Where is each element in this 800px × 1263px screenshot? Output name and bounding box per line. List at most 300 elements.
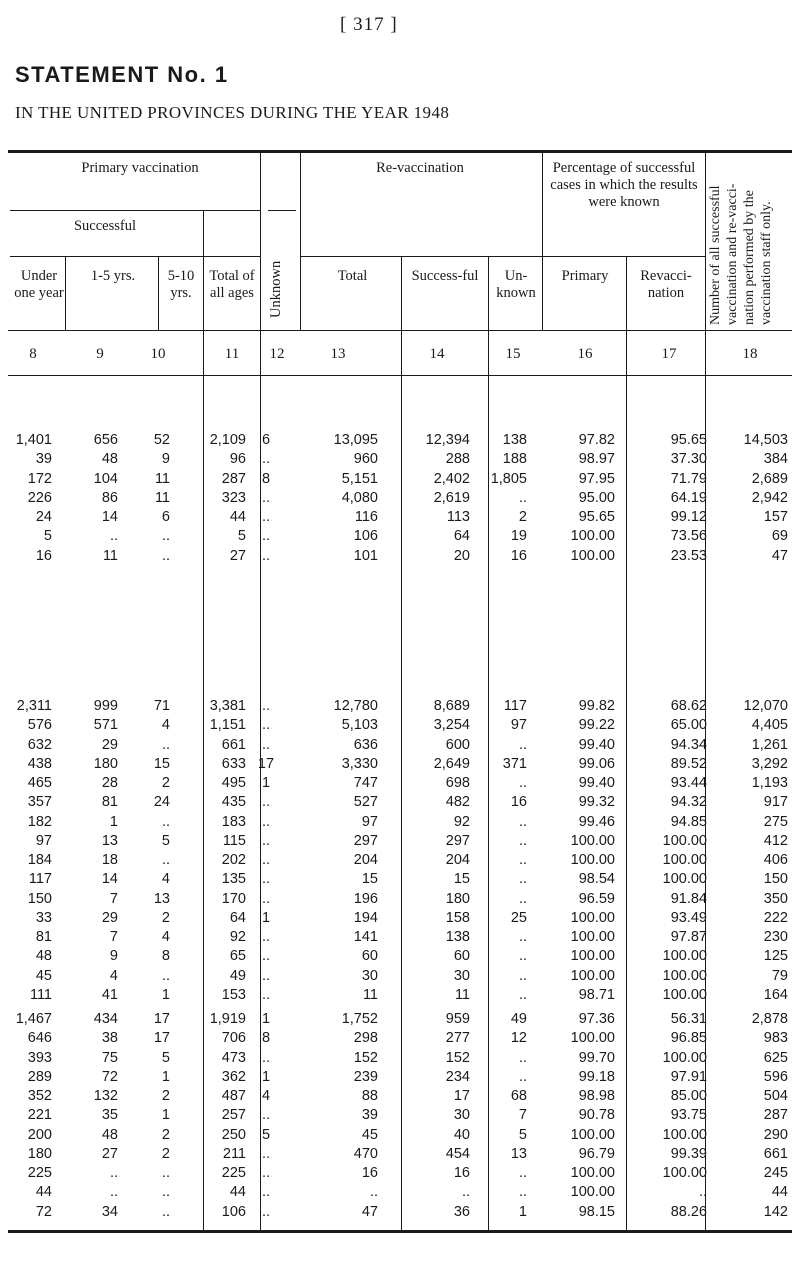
table-cell: 164 <box>763 986 788 1003</box>
table-cell: .. <box>161 852 170 868</box>
table-cell: 4 <box>161 929 170 945</box>
table-cell: 65 <box>229 948 246 965</box>
table-cell: 152 <box>445 1049 470 1066</box>
table-cell: 15 <box>153 755 170 772</box>
table-cell: 138 <box>502 432 527 448</box>
table-cell: 352 <box>27 1088 52 1104</box>
table-cell: 3,292 <box>751 755 788 772</box>
table-cell: .. <box>261 528 271 545</box>
table-cell: 100.00 <box>570 1184 615 1201</box>
table-cell: 97.95 <box>578 470 615 487</box>
table-cell: 204 <box>445 852 470 868</box>
table-cell: 100.00 <box>662 948 707 965</box>
table-cell: 94.34 <box>670 736 707 753</box>
table-cell: 633 <box>221 755 246 772</box>
table-cell: 85.00 <box>670 1088 707 1104</box>
table-cell: 17 <box>257 755 275 772</box>
table-cell: 28 <box>101 775 118 791</box>
table-cell: .. <box>161 1184 170 1201</box>
age-5-10-header: 5-10 yrs. <box>167 268 195 301</box>
table-cell: 5 <box>237 528 246 545</box>
table-cell: 172 <box>27 470 52 487</box>
table-cell: 2,878 <box>751 1011 788 1027</box>
table-cell: 2 <box>518 509 527 525</box>
table-cell: 600 <box>445 736 470 753</box>
table-cell: 221 <box>27 1107 52 1124</box>
table-cell: 81 <box>101 794 118 811</box>
table-cell: .. <box>161 528 170 545</box>
table-cell: 39 <box>361 1107 378 1124</box>
table-cell: 183 <box>221 813 246 830</box>
table-cell: 454 <box>445 1145 470 1162</box>
table-cell: 100.00 <box>570 929 615 945</box>
table-cell: 4 <box>161 871 170 888</box>
table-cell: 64 <box>453 528 470 545</box>
column-number: 8 <box>29 346 37 362</box>
table-cell: 747 <box>353 775 378 791</box>
table-cell: 98.98 <box>578 1088 615 1104</box>
percentage-header: Percentage of successful cases in which the results were known <box>550 160 698 210</box>
table-cell: 14 <box>101 871 118 888</box>
table-cell: 100.00 <box>662 1165 707 1181</box>
table-cell: 960 <box>353 451 378 468</box>
table-cell: 100.00 <box>570 1030 615 1047</box>
table-cell: 150 <box>27 890 52 907</box>
table-cell: 632 <box>27 736 52 753</box>
table-cell: 180 <box>445 890 470 907</box>
table-cell: 8,689 <box>433 698 470 714</box>
table-cell: 68.62 <box>670 698 707 714</box>
table-cell: 115 <box>222 832 246 849</box>
table-cell: 90.78 <box>578 1107 615 1124</box>
column-number: 12 <box>269 346 285 362</box>
table-cell: 97.91 <box>670 1068 707 1085</box>
table-cell: .. <box>109 1165 118 1181</box>
percent-revaccination-header: Revacci-nation <box>640 268 692 301</box>
table-cell: .. <box>261 929 271 945</box>
table-cell: 41 <box>101 986 118 1003</box>
table-cell: 100.00 <box>570 948 615 965</box>
table-cell: 100.00 <box>662 986 707 1003</box>
table-cell: 49 <box>510 1011 527 1027</box>
table-cell: 96.79 <box>578 1145 615 1162</box>
column-number: 16 <box>577 346 593 362</box>
table-cell: 15 <box>361 871 378 888</box>
table-cell: .. <box>109 528 118 545</box>
table-cell: 45 <box>361 1126 378 1143</box>
table-cell: 5 <box>161 832 170 849</box>
table-cell: 36 <box>453 1203 470 1220</box>
table-cell: 135 <box>221 871 246 888</box>
vrule-8 <box>542 150 543 330</box>
table-cell: 11 <box>154 470 170 487</box>
table-cell: 99.40 <box>578 736 615 753</box>
revacc-total-header: Total <box>337 268 368 284</box>
table-cell: 1 <box>161 986 170 1003</box>
table-cell: 6 <box>261 432 271 448</box>
table-cell: 230 <box>763 929 788 945</box>
table-cell: 8 <box>161 948 170 965</box>
table-cell: .. <box>518 489 527 506</box>
unknown-top-rule <box>268 210 296 211</box>
table-cell: 24 <box>153 794 170 811</box>
table-cell: 98.15 <box>578 1203 615 1220</box>
table-cell: .. <box>518 852 527 868</box>
table-cell: 106 <box>353 528 378 545</box>
table-cell: .. <box>518 929 527 945</box>
table-cell: 4,405 <box>751 717 788 734</box>
table-cell: .. <box>518 736 527 753</box>
table-cell: 99.82 <box>578 698 615 714</box>
table-cell: 9 <box>109 948 118 965</box>
table-cell: 289 <box>27 1068 52 1085</box>
vrule-5 <box>300 150 301 330</box>
table-cell: .. <box>369 1184 378 1201</box>
table-cell: .. <box>261 1145 271 1162</box>
table-cell: 158 <box>445 909 470 926</box>
table-cell: 959 <box>445 1011 470 1027</box>
table-cell: 100.00 <box>570 547 615 564</box>
sub-header-rule <box>10 256 260 257</box>
table-cell: .. <box>261 1184 271 1201</box>
table-cell: 141 <box>353 929 378 945</box>
table-cell: 111 <box>29 986 52 1003</box>
table-cell: 5,103 <box>341 717 378 734</box>
successful-rule <box>10 210 260 211</box>
table-cell: 200 <box>27 1126 52 1143</box>
table-cell: 98.97 <box>578 451 615 468</box>
table-cell: 99.40 <box>578 775 615 791</box>
table-cell: 14,503 <box>743 432 788 448</box>
table-cell: 1,401 <box>15 432 52 448</box>
table-cell: 527 <box>353 794 378 811</box>
table-cell: 13 <box>101 832 118 849</box>
table-cell: 13,095 <box>333 432 378 448</box>
table-cell: 94.85 <box>670 813 707 830</box>
table-cell: 17 <box>453 1088 470 1104</box>
table-cell: 12,394 <box>425 432 470 448</box>
table-cell: 95.00 <box>578 489 615 506</box>
table-cell: 44 <box>35 1184 52 1201</box>
table-cell: 100.00 <box>570 909 615 926</box>
table-cell: 11 <box>102 547 118 564</box>
table-cell: 106 <box>221 1203 246 1220</box>
table-cell: 225 <box>27 1165 52 1181</box>
table-cell: 596 <box>763 1068 788 1085</box>
table-cell: 4 <box>109 967 118 984</box>
table-cell: 44 <box>229 509 246 525</box>
table-cell: 465 <box>27 775 52 791</box>
table-cell: 2 <box>161 1145 170 1162</box>
table-cell: 98.71 <box>578 986 615 1003</box>
table-cell: 504 <box>763 1088 788 1104</box>
table-cell: 16 <box>510 794 527 811</box>
table-cell: 97.82 <box>578 432 615 448</box>
table-cell: 438 <box>27 755 52 772</box>
column-number: 15 <box>505 346 521 362</box>
table-cell: 983 <box>763 1030 788 1047</box>
table-cell: 11 <box>154 489 170 506</box>
percent-primary-header: Primary <box>561 268 609 284</box>
table-cell: 35 <box>101 1107 118 1124</box>
page-number: [ 317 ] <box>340 14 398 35</box>
statement-title: STATEMENT No. 1 <box>15 62 229 87</box>
table-cell: 117 <box>28 871 52 888</box>
table-cell: 29 <box>101 909 118 926</box>
table-cell: 88 <box>361 1088 378 1104</box>
table-cell: 576 <box>27 717 52 734</box>
table-cell: 47 <box>361 1203 378 1220</box>
successful-header: Successful <box>73 218 136 234</box>
table-cell: 656 <box>93 432 118 448</box>
table-cell: 434 <box>93 1011 118 1027</box>
table-cell: 16 <box>510 547 527 564</box>
table-cell: 5,151 <box>341 470 378 487</box>
table-cell: .. <box>261 986 271 1003</box>
table-cell: 204 <box>353 852 378 868</box>
table-cell: 7 <box>109 890 118 907</box>
table-cell: 99.32 <box>578 794 615 811</box>
table-cell: 706 <box>221 1030 246 1047</box>
table-cell: 27 <box>229 547 246 564</box>
table-cell: 52 <box>153 432 170 448</box>
unknown-header: Unknown <box>268 260 284 318</box>
table-cell: 1 <box>261 1068 271 1085</box>
table-cell: .. <box>518 871 527 888</box>
table-cell: 180 <box>93 755 118 772</box>
table-cell: 100.00 <box>570 1126 615 1143</box>
table-cell: .. <box>261 871 271 888</box>
table-cell: 257 <box>221 1107 246 1124</box>
table-cell: 99.70 <box>578 1049 615 1066</box>
table-cell: .. <box>518 948 527 965</box>
table-cell: 97 <box>361 813 378 830</box>
table-cell: 64 <box>229 909 246 926</box>
table-cell: 95.65 <box>670 432 707 448</box>
table-cell: 384 <box>763 451 788 468</box>
table-cell: .. <box>261 794 271 811</box>
table-cell: 287 <box>221 470 246 487</box>
table-cell: 68 <box>510 1088 527 1104</box>
table-cell: 917 <box>763 794 788 811</box>
table-cell: .. <box>261 547 271 564</box>
table-cell: 60 <box>361 948 378 965</box>
table-cell: 49 <box>229 967 246 984</box>
table-cell: 323 <box>221 489 246 506</box>
table-cell: 277 <box>445 1030 470 1047</box>
table-cell: 30 <box>453 967 470 984</box>
table-cell: 91.84 <box>670 890 707 907</box>
table-cell: 1,752 <box>341 1011 378 1027</box>
table-cell: 34 <box>101 1203 118 1220</box>
table-cell: 100.00 <box>662 832 707 849</box>
table-cell: 18 <box>101 852 118 868</box>
table-cell: 157 <box>763 509 788 525</box>
table-cell: 96 <box>229 451 246 468</box>
table-cell: 297 <box>353 832 378 849</box>
table-cell: 17 <box>153 1030 170 1047</box>
table-cell: 234 <box>445 1068 470 1085</box>
table-cell: 202 <box>221 852 246 868</box>
table-cell: 99.12 <box>670 509 707 525</box>
table-cell: 495 <box>221 775 246 791</box>
table-cell: 138 <box>445 929 470 945</box>
table-cell: 12,070 <box>743 698 788 714</box>
table-cell: 48 <box>35 948 52 965</box>
table-cell: 290 <box>763 1126 788 1143</box>
table-cell: 1,151 <box>209 717 246 734</box>
statement-subtitle: IN THE UNITED PROVINCES DURING THE YEAR 1948 <box>15 103 450 122</box>
table-cell: 99.46 <box>578 813 615 830</box>
table-cell: 2,649 <box>433 755 470 772</box>
table-cell: 8 <box>261 470 271 487</box>
table-cell: 1 <box>161 1107 170 1124</box>
table-cell: 13 <box>153 890 170 907</box>
table-cell: .. <box>461 1184 470 1201</box>
table-cell: 487 <box>221 1088 246 1104</box>
column-number: 18 <box>742 346 758 362</box>
table-cell: 16 <box>361 1165 378 1181</box>
column-number: 9 <box>96 346 104 362</box>
table-cell: 661 <box>763 1145 788 1162</box>
table-cell: 9 <box>161 451 170 468</box>
table-cell: 16 <box>453 1165 470 1181</box>
table-cell: 45 <box>35 967 52 984</box>
table-cell: .. <box>261 1049 271 1066</box>
table-cell: 60 <box>453 948 470 965</box>
table-cell: .. <box>518 890 527 907</box>
table-cell: 72 <box>101 1068 118 1085</box>
header-rule-2 <box>8 375 792 376</box>
table-cell: 152 <box>353 1049 378 1066</box>
table-cell: 95.65 <box>578 509 615 525</box>
table-cell: .. <box>261 813 271 830</box>
table-cell: 93.75 <box>670 1107 707 1124</box>
table-cell: 93.49 <box>670 909 707 926</box>
table-cell: 1,919 <box>209 1011 246 1027</box>
table-cell: 113 <box>446 509 470 525</box>
table-cell: 97.87 <box>670 929 707 945</box>
table-cell: .. <box>518 1068 527 1085</box>
table-cell: .. <box>261 832 271 849</box>
table-cell: 239 <box>353 1068 378 1085</box>
table-cell: 357 <box>27 794 52 811</box>
age-1-5-header: 1-5 yrs. <box>90 268 136 284</box>
table-cell: 406 <box>763 852 788 868</box>
table-cell: 69 <box>771 528 788 545</box>
table-cell: 100.00 <box>570 967 615 984</box>
table-cell: 636 <box>353 736 378 753</box>
table-cell: 65.00 <box>670 717 707 734</box>
table-cell: .. <box>518 1165 527 1181</box>
table-cell: 3,254 <box>433 717 470 734</box>
table-cell: 8 <box>261 1030 271 1047</box>
table-cell: 125 <box>763 948 788 965</box>
table-cell: 150 <box>763 871 788 888</box>
table-cell: 184 <box>27 852 52 868</box>
column-number: 17 <box>661 346 677 362</box>
table-cell: 225 <box>221 1165 246 1181</box>
revacc-unknown-header: Un-known <box>496 268 536 301</box>
table-cell: .. <box>261 489 271 506</box>
table-cell: 625 <box>763 1049 788 1066</box>
column-number: 11 <box>224 346 240 362</box>
table-cell: 2,311 <box>16 698 52 714</box>
table-cell: 245 <box>763 1165 788 1181</box>
table-cell: 999 <box>93 698 118 714</box>
total-all-ages-header: Total of all ages <box>209 268 255 301</box>
table-cell: 97.36 <box>578 1011 615 1027</box>
staff-only-header: Number of all successful vaccination and re-vacci-nation performed by the vaccination staff only. <box>708 183 774 325</box>
table-cell: .. <box>518 1184 527 1201</box>
table-cell: 100.00 <box>570 1165 615 1181</box>
table-cell: 2,109 <box>209 432 246 448</box>
table-cell: .. <box>698 1184 707 1201</box>
primary-vaccination-header: Primary vaccination <box>81 160 199 176</box>
table-cell: 92 <box>229 929 246 945</box>
table-cell: 98.54 <box>578 871 615 888</box>
table-cell: 25 <box>510 909 527 926</box>
table-cell: 116 <box>354 509 378 525</box>
table-cell: 571 <box>93 717 118 734</box>
table-cell: 86 <box>101 489 118 506</box>
table-cell: 56.31 <box>670 1011 707 1027</box>
table-cell: .. <box>161 1165 170 1181</box>
table-cell: .. <box>161 1203 170 1220</box>
table-cell: 12 <box>510 1030 527 1047</box>
table-cell: 96.85 <box>670 1030 707 1047</box>
table-cell: 4 <box>161 717 170 734</box>
table-cell: .. <box>261 948 271 965</box>
table-cell: 132 <box>93 1088 118 1104</box>
table-cell: 2 <box>161 909 170 926</box>
table-cell: 27 <box>101 1145 118 1162</box>
table-cell: 1 <box>261 1011 271 1027</box>
table-cell: 30 <box>453 1107 470 1124</box>
table-cell: 297 <box>445 832 470 849</box>
table-cell: .. <box>261 890 271 907</box>
table-cell: .. <box>261 717 271 734</box>
table-cell: 698 <box>445 775 470 791</box>
table-cell: 104 <box>93 470 118 487</box>
table-cell: 30 <box>361 967 378 984</box>
table-cell: 142 <box>763 1203 788 1220</box>
table-cell: .. <box>261 698 271 714</box>
table-cell: 11 <box>454 986 470 1003</box>
table-cell: 1 <box>261 909 271 926</box>
table-cell: 2 <box>161 1126 170 1143</box>
table-cell: 298 <box>353 1030 378 1047</box>
table-bottom-rule <box>8 1230 792 1233</box>
table-cell: 100.00 <box>662 1049 707 1066</box>
table-cell: 100.00 <box>662 1126 707 1143</box>
table-cell: 1,805 <box>490 470 527 487</box>
table-cell: 48 <box>101 1126 118 1143</box>
table-cell: 188 <box>502 451 527 468</box>
table-cell: .. <box>518 832 527 849</box>
table-cell: 117 <box>503 698 527 714</box>
table-cell: 2,402 <box>433 470 470 487</box>
table-cell: 1,193 <box>751 775 788 791</box>
table-cell: 482 <box>445 794 470 811</box>
table-cell: 3,381 <box>209 698 246 714</box>
table-cell: 38 <box>101 1030 118 1047</box>
table-cell: 99.18 <box>578 1068 615 1085</box>
header-rule-1 <box>8 330 792 331</box>
table-cell: 661 <box>221 736 246 753</box>
table-cell: 1 <box>518 1203 527 1220</box>
revaccination-header: Re-vaccination <box>376 160 464 176</box>
